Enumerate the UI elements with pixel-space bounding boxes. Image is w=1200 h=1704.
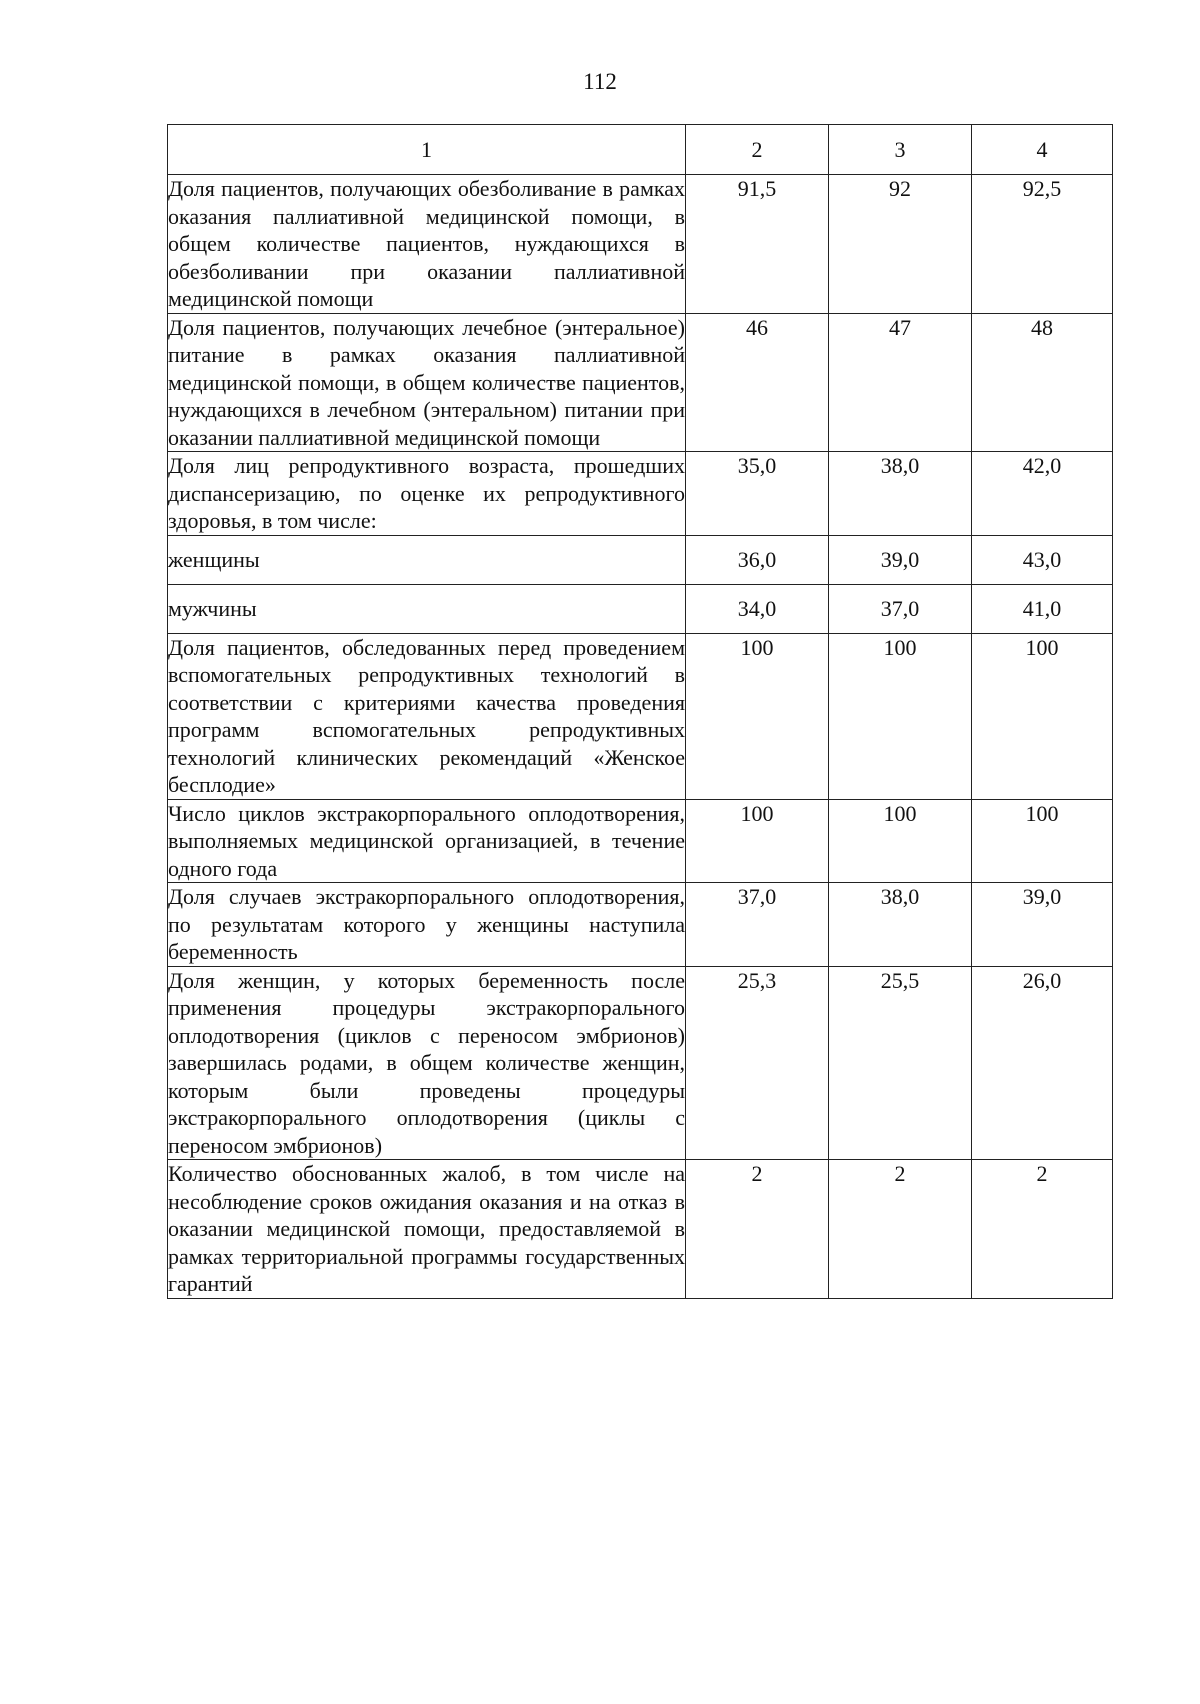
- table-row: [168, 1160, 1113, 1299]
- indicator-value: 100: [686, 799, 829, 883]
- indicator-value: 41,0: [972, 584, 1113, 633]
- indicator-value: 100: [829, 799, 972, 883]
- indicator-label: Доля случаев экстракорпорального оплодотворения, по результатам которого у женщины наступила беременность: [168, 884, 685, 964]
- column-header: 1: [168, 125, 686, 175]
- page-number: 112: [583, 69, 617, 94]
- indicator-value: 35,0: [686, 452, 829, 536]
- indicator-label: мужчины: [168, 584, 686, 633]
- table-row: [168, 313, 1113, 452]
- indicator-value: 47: [829, 313, 972, 452]
- indicator-value: 26,0: [972, 966, 1113, 1160]
- table-row: [168, 175, 1113, 314]
- table-row: [168, 633, 1113, 799]
- column-header: 4: [972, 125, 1113, 175]
- table-row: [168, 883, 1113, 967]
- indicator-value: 36,0: [686, 535, 829, 584]
- indicator-value: 92: [829, 175, 972, 314]
- table-row: [168, 584, 1113, 633]
- indicator-value: 43,0: [972, 535, 1113, 584]
- indicator-label: Доля пациентов, получающих лечебное (энтеральное) питание в рамках оказания паллиативной медицинской помощи, в общем количестве пациентов, нуждающихся в лечебном (энтеральном) питании при оказании паллиативной медицинской помощи: [168, 314, 685, 450]
- indicator-value: 39,0: [829, 535, 972, 584]
- indicator-value: 25,3: [686, 966, 829, 1160]
- indicator-value: 25,5: [829, 966, 972, 1160]
- indicator-value: 37,0: [686, 883, 829, 967]
- indicator-value: 100: [686, 633, 829, 799]
- table-row: [168, 535, 1113, 584]
- indicator-value: 91,5: [686, 175, 829, 314]
- indicator-label: женщины: [168, 535, 686, 584]
- indicators-table: [167, 124, 1113, 1299]
- indicator-value: 39,0: [972, 883, 1113, 967]
- table-row: [168, 799, 1113, 883]
- indicator-value: 100: [829, 633, 972, 799]
- indicator-value: 2: [829, 1160, 972, 1299]
- indicator-value: 92,5: [972, 175, 1113, 314]
- indicator-value: 100: [972, 633, 1113, 799]
- indicator-label: Доля пациентов, обследованных перед проведением вспомогательных репродуктивных технологий в соответствии с критериями качества проведения программ вспомогательных репродуктивных технологий клинических рекомендаций «Женское бесплодие»: [168, 634, 685, 797]
- table-header-row: [168, 125, 1113, 175]
- indicator-label: Доля женщин, у которых беременность после применения процедуры экстракорпорального оплодотворения (циклов с переносом эмбрионов) завершилась родами, в общем количестве женщин, которым были проведены процедуры экстракорпорального оплодотворения (циклы с переносом эмбрионов): [168, 967, 685, 1158]
- indicator-value: 42,0: [972, 452, 1113, 536]
- indicator-value: 46: [686, 313, 829, 452]
- indicator-label: Доля пациентов, получающих обезболивание в рамках оказания паллиативной медицинской помощи, в общем количестве пациентов, нуждающихся в обезболивании при оказании паллиативной медицинской помощи: [168, 176, 685, 311]
- column-header: 3: [829, 125, 972, 175]
- table-row: [168, 452, 1113, 536]
- indicator-label: Доля лиц репродуктивного возраста, прошедших диспансеризацию, по оценке их репродуктивного здоровья, в том числе:: [168, 453, 685, 533]
- table-row: [168, 966, 1113, 1160]
- indicator-label: Количество обоснованных жалоб, в том числе на несоблюдение сроков ожидания оказания и на отказ в оказании медицинской помощи, предоставляемой в рамках территориальной программы государственных гарантий: [168, 1161, 685, 1296]
- indicator-label: Число циклов экстракорпорального оплодотворения, выполняемых медицинской организацией, в течение одного года: [168, 800, 685, 881]
- indicator-value: 48: [972, 313, 1113, 452]
- indicator-value: 37,0: [829, 584, 972, 633]
- indicator-value: 38,0: [829, 883, 972, 967]
- indicator-value: 38,0: [829, 452, 972, 536]
- indicator-value: 2: [686, 1160, 829, 1299]
- indicator-value: 34,0: [686, 584, 829, 633]
- column-header: 2: [686, 125, 829, 175]
- indicator-value: 2: [972, 1160, 1113, 1299]
- indicator-value: 100: [972, 799, 1113, 883]
